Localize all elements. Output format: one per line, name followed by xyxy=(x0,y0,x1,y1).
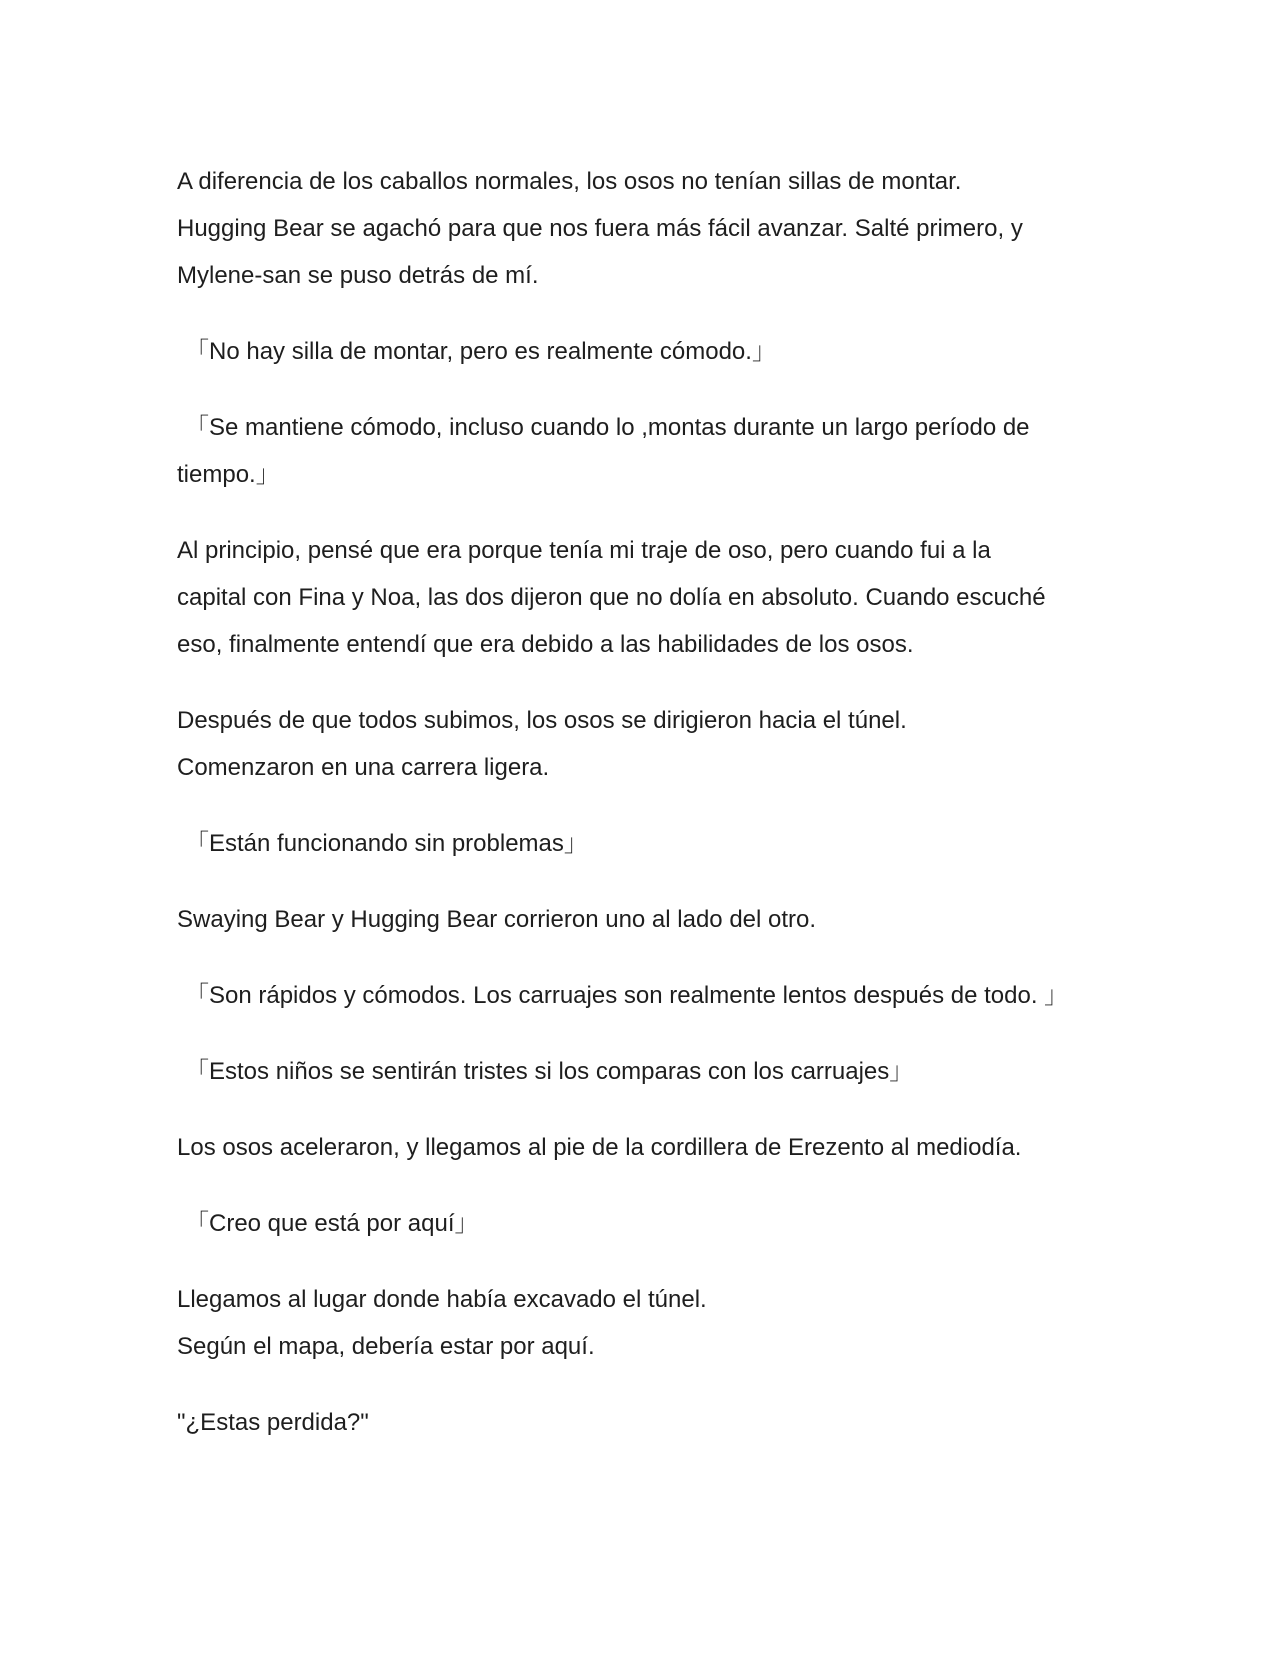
paragraph-dialogue xyxy=(177,820,1117,867)
text-line: capital con Fina y Noa, las dos dijeron que no dolía en absoluto. Cuando escuché xyxy=(177,584,1046,611)
paragraph-dialogue xyxy=(177,404,1117,498)
text-line: Swaying Bear y Hugging Bear corrieron uno al lado del otro. xyxy=(177,906,817,933)
paragraph-dialogue xyxy=(177,328,1117,375)
paragraph-narration xyxy=(177,1276,1117,1370)
text-line: Después de que todos subimos, los osos se dirigieron hacia el túnel. xyxy=(177,707,907,734)
text-line: 「Creo que está por aquí」 xyxy=(185,1210,479,1237)
text-line: 「Estos niños se sentirán tristes si los comparas con los carruajes」 xyxy=(185,1058,914,1085)
paragraph-dialogue xyxy=(177,1200,1117,1247)
document-body xyxy=(177,158,1117,1475)
paragraph-dialogue xyxy=(177,972,1117,1019)
text-line: eso, finalmente entendí que era debido a las habilidades de los osos. xyxy=(177,631,914,658)
text-line: Los osos aceleraron, y llegamos al pie de la cordillera de Erezento al mediodía. xyxy=(177,1134,1022,1161)
paragraph-narration xyxy=(177,896,1117,943)
paragraph-narration xyxy=(177,1399,1117,1446)
text-line: A diferencia de los caballos normales, los osos no tenían sillas de montar. xyxy=(177,168,962,195)
paragraph-narration xyxy=(177,158,1117,299)
paragraph-narration xyxy=(177,527,1117,668)
text-line: Hugging Bear se agachó para que nos fuera más fácil avanzar. Salté primero, y xyxy=(177,215,1023,242)
text-line: Llegamos al lugar donde había excavado el túnel. xyxy=(177,1286,707,1313)
text-line: "¿Estas perdida?" xyxy=(177,1409,369,1436)
text-line: tiempo.」 xyxy=(177,461,280,488)
text-line: Según el mapa, debería estar por aquí. xyxy=(177,1333,595,1360)
paragraph-narration xyxy=(177,1124,1117,1171)
paragraph-dialogue xyxy=(177,1048,1117,1095)
text-line: Al principio, pensé que era porque tenía mi traje de oso, pero cuando fui a la xyxy=(177,537,991,564)
text-line: 「Están funcionando sin problemas」 xyxy=(185,830,588,857)
text-line: Mylene-san se puso detrás de mí. xyxy=(177,262,539,289)
text-line: Comenzaron en una carrera ligera. xyxy=(177,754,550,781)
text-line: 「No hay silla de montar, pero es realmente cómodo.」 xyxy=(185,338,776,365)
paragraph-narration xyxy=(177,697,1117,791)
text-line: 「Se mantiene cómodo, incluso cuando lo ,montas durante un largo período de xyxy=(185,414,1030,441)
text-line: 「Son rápidos y cómodos. Los carruajes son realmente lentos después de todo. 」 xyxy=(185,982,1069,1009)
